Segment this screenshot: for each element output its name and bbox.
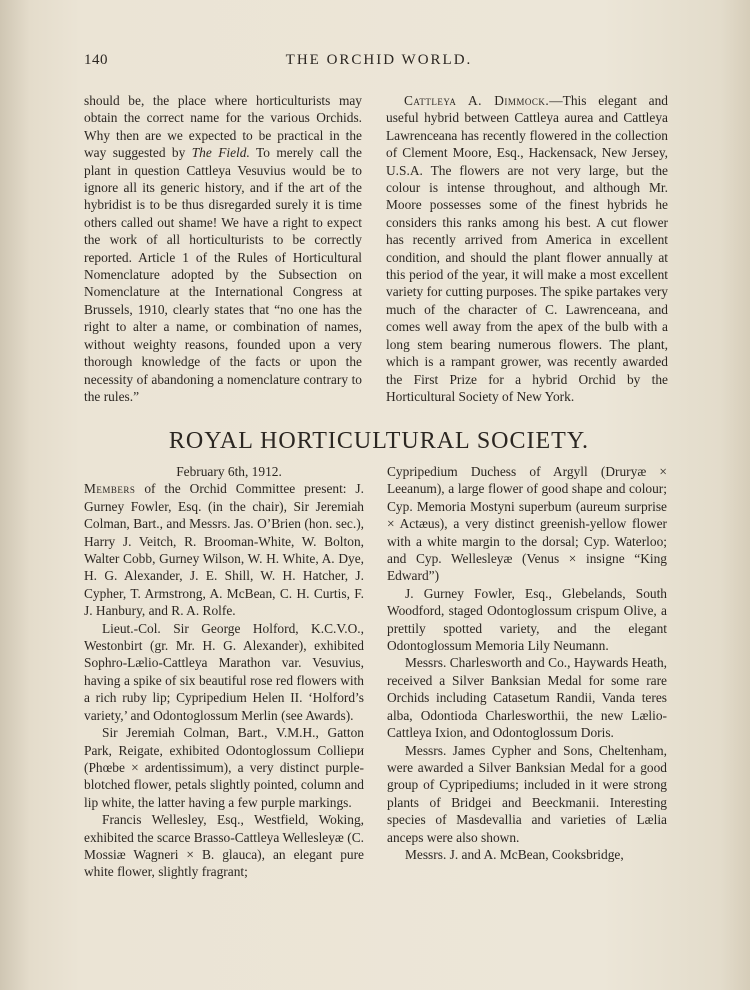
text-run: should be, the place where horticulturists may obtain the correct name for the various Orchids. Why then are we expected to be practical in the way suggested by [84,93,362,161]
italic-title: The Field. [191,145,250,161]
bottom-right-column [387,463,667,863]
paragraph: Messrs. J. and A. McBean, Cooksbridge, [405,846,624,862]
paragraph: Messrs. Charlesworth and Co., Haywards Heath, received a Silver Banksian Medal for some rare Orchids including Catasetum Randii, Vanda teres alba, Odontioda Charlesworthii, the new Lælio-Cattleya Ixion, and Odontoglossum Doris. [387,655,667,741]
running-title: THE ORCHID WORLD. [285,52,473,68]
section-title: ROYAL HORTICULTURAL SOCIETY. [168,428,590,454]
members-label: Members [84,481,136,497]
paragraph: J. Gurney Fowler, Esq., Glebelands, South Woodford, staged Odontoglossum crispum Olive, a prettily spotted variety, and the elegant Odontoglossum Memoria Lily Neumann. [387,585,667,654]
paragraph: Cypripedium Duchess of Argyll (Druryæ × Leeanum), a large flower of good shape and colour; Cyp. Memoria Mostyni superbum (aureum surprise × Actæus), a very distinct greenish-yellow flower with a white margin to the dorsal; Cyp. Waterloo; and Cyp. Wellesleyæ (Venus × insigne “King Edward”) [387,464,667,584]
bottom-left-column [84,463,364,881]
paragraph: Sir Jeremiah Colman, Bart., V.M.H., Gatton Park, Reigate, exhibited Odontoglossum Colliери (Phœbe × ardentissimum), a very distinct purple-blotched flower, petals slightly pointed, column and lip white, the latter having a few purple markings. [84,725,364,810]
text-run: of the Orchid Committee present: J. Gurney Fowler, Esq. (in the chair), Sir Jeremiah Colman, Bart., and Messrs. Jas. O’Brien (hon. sec.), Harry J. Veitch, R. Brooman-White, W. Bolton, Walter Cobb, Gurney Wilson, W. H. White, A. Dye, H. G. Alexander, J. E. Shill, W. H. Hatcher, J. Cypher, T. Armstrong, A. McBean, C. H. Curtis, F. J. Hanbury, and R. A. Rolfe. [84,481,364,619]
paragraph [386,92,668,405]
top-right-column [386,92,668,405]
text-run: —This elegant and useful hybrid between Cattleya aurea and Cattleya Lawrenceana has recently flowered in the collection of Clement Moore, Esq., Hackensack, New Jersey, U.S.A. The flowers are not very large, but the colour is intense throughout, and although Mr. Moore possesses some of the finest hybrids he considers this ranks among his best. A cut flower has recently arrived from America in excellent condition, and should the plant flower annually at this period of the year, it will make a most excellent variety for cutting purposes. The spike partakes very much of the character of C. Lawrenceana, and comes well away from the apex of the bulb with a long stem bearing numerous flowers. The plant, which is a rampant grower, was recently awarded the First Prize for a hybrid Orchid by the Horticultural Society of New York. [386,93,668,404]
meeting-date: February 6th, 1912. [176,464,282,479]
paragraph: Messrs. James Cypher and Sons, Cheltenham, were awarded a Silver Banksian Medal for a good group of Cypripediums; included in it were strong plants of Bridgei and Beeckmanii. Interesting species of Masdevallia and varieties of Lælia anceps were also shown. [387,742,667,845]
paragraph: Francis Wellesley, Esq., Westfield, Woking, exhibited the scarce Brasso-Cattleya Wellesleyæ (C. Mossiæ Wagneri × B. glauca), an elegant pure white flower, slightly fragrant; [84,812,364,880]
paragraph: Lieut.-Col. Sir George Holford, K.C.V.O., Westonbirt (gr. Mr. H. G. Alexander), exhibited Sophro-Lælio-Cattleya Marathon var. Vesuvius, having a spike of six beautiful rose red flowers with a rich ruby lip; Cypripedium Helen II. ‘Holford’s variety,’ and Odontoglossum Merlin (see Awards). [84,620,364,723]
paragraph [84,92,362,405]
top-left-column [84,92,362,405]
text-run: To merely call the plant in question Cattleya Vesuvius would be to ignore all its generic history, and if the art of the hybridist is to be thus disregarded surely it is time others called out shame! We have a right to expect the work of all horticulturists to be correctly reported. Article 1 of the Rules of Horticultural Nomenclature adopted by the Subsection on Nomenclature at the International Congress at Brussels, 1910, clearly states that “no one has the right to alter a name, or combination of names, without weighty reasons, founded upon a very thorough knowledge of the facts or upon the necessity of abandoning a nomenclature contrary to the rules.” [84,145,362,404]
paragraph-heading: Cattleya A. Dimmock. [404,93,550,108]
paragraph [84,480,364,619]
page-header [84,50,674,72]
page-number: 140 [84,52,108,68]
